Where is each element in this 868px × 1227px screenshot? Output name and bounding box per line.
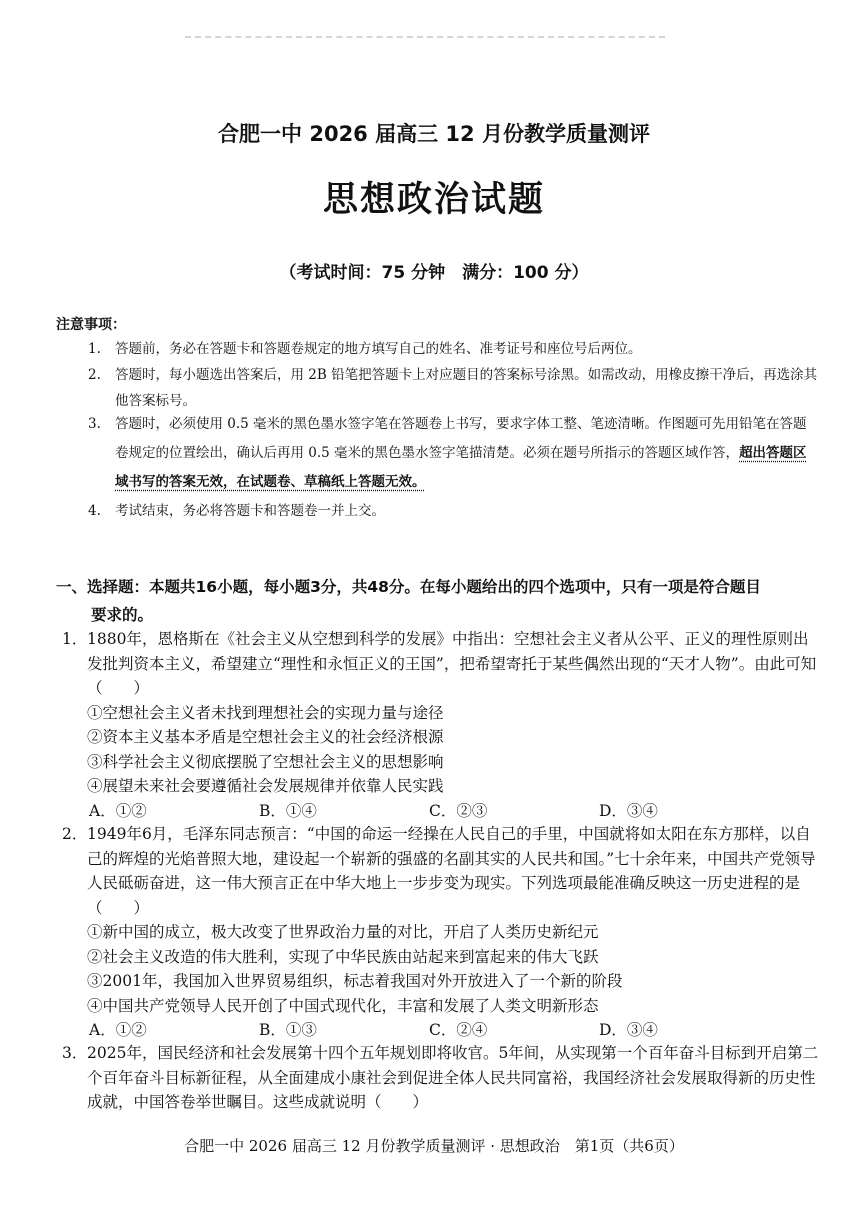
notice-num: 2. [88, 367, 101, 383]
question-2 [62, 822, 822, 1043]
notice-item-1 [88, 336, 818, 362]
statement-option: ①空想社会主义者未找到理想社会的实现力量与途径 [87, 703, 444, 722]
choice-b: B．①③ [259, 1021, 317, 1039]
statement-option: ③2001年，我国加入世界贸易组织，标志着我国对外开放进入了一个新的阶段 [87, 972, 623, 990]
question-number: 2． [62, 825, 88, 843]
notice-text: 答题时，每小题选出答案后，用 2B 铅笔把答题卡上对应题目的答案标号涂黑。如需改动，用橡皮擦干净后，再选涂其他答案标号。 [115, 367, 818, 409]
statement-option: ②资本主义基本矛盾是空想社会主义的社会经济根源 [87, 728, 444, 746]
page-footer: 合肥一中 2026 届高三 12 月份教学质量测评 · 思想政治 第1页（共6页） [184, 1137, 684, 1155]
section-heading [56, 573, 821, 629]
section-heading-line2: 要求的。 [91, 606, 154, 624]
scan-artifact-line [185, 36, 665, 44]
notice-emphasis: 超出答题区域书写的答案无效，在试题卷、草稿纸上答题无效。 [115, 445, 807, 490]
answer-choices [89, 1018, 822, 1043]
question-1 [62, 627, 822, 823]
choice-c: C．②④ [429, 1021, 488, 1039]
notice-num: 1. [88, 341, 101, 357]
question-stem: 1949年6月，毛泽东同志预言：“中国的命运一经操在人民自己的手里，中国就将如太阳在东方那样，以自己的辉煌的光焰普照大地，建设起一个崭新的强盛的名副其实的人民共和国。”七十余年来，中国共产党领导人民砥砺奋进，这一伟大预言正在中华大地上一步步变为现实。下列选项最能准确反映这一历史进程的是（ ） [87, 825, 816, 917]
question-stem: 2025年，国民经济和社会发展第十四个五年规划即将收官。5年间，从实现第一个百年奋斗目标到开启第二个百年奋斗目标新征程，从全面建成小康社会到促进全体人民共同富裕，我国经济社会发展取得新的历史性成就，中国答卷举世瞩目。这些成就说明（ ） [87, 1044, 819, 1111]
statement-option: ②社会主义改造的伟大胜利，实现了中华民族由站起来到富起来的伟大飞跃 [87, 947, 599, 966]
statement-option: ③科学社会主义彻底摆脱了空想社会主义的思想影响 [87, 752, 444, 771]
choice-d: D．③④ [599, 801, 658, 820]
question-number: 3． [62, 1044, 88, 1062]
notice-item-3 [88, 410, 818, 497]
notice-item-2 [88, 362, 818, 414]
section-heading-line1: 一、选择题：本题共16小题，每小题3分，共48分。在每小题给出的四个选项中，只有一项是符合题目 [56, 578, 761, 596]
choice-a: A．①② [89, 1021, 147, 1039]
choice-c: C．②③ [429, 801, 488, 820]
notice-text: 答题前，务必在答题卡和答题卷规定的地方填写自己的姓名、准考证号和座位号后两位。 [115, 341, 642, 357]
notice-num: 3. [88, 416, 101, 432]
choice-d: D．③④ [599, 1021, 658, 1039]
page-title: 思想政治试题 [322, 179, 545, 220]
question-number: 1． [62, 630, 88, 648]
notice-text: 考试结束，务必将答题卡和答题卷一并上交。 [115, 503, 385, 519]
question-3 [62, 1041, 822, 1115]
statement-option: ④展望未来社会要遵循社会发展规律并依靠人民实践 [87, 777, 444, 795]
notice-label: 注意事项： [56, 317, 126, 333]
exam-time-info: （考试时间：75 分钟 满分：100 分） [279, 263, 589, 283]
statement-option: ④中国共产党领导人民开创了中国式现代化，丰富和发展了人类文明新形态 [87, 996, 599, 1015]
notice-text: 答题时，必须使用 0.5 毫米的黑色墨水签字笔在答题卷上书写，要求字体工整、笔迹清晰。作图题可先用铅笔在答题卷规定的位置绘出，确认后再用 0.5 毫米的黑色墨水签字笔描清楚。必须在题号所指示的答题区域作答， [115, 416, 807, 461]
notice-num: 4. [88, 503, 101, 519]
exam-header: 合肥一中 2026 届高三 12 月份教学质量测评 [218, 122, 650, 146]
choice-a: A．①② [89, 801, 147, 820]
notice-item-4 [88, 498, 818, 524]
answer-choices [89, 799, 822, 824]
statement-option: ①新中国的成立，极大改变了世界政治力量的对比，开启了人类历史新纪元 [87, 923, 599, 941]
question-stem: 1880年，恩格斯在《社会主义从空想到科学的发展》中指出：空想社会主义者从公平、正义的理性原则出发批判资本主义，希望建立“理性和永恒正义的王国”，把希望寄托于某些偶然出现的“天才人物”。由此可知（ ） [87, 630, 817, 697]
choice-b: B．①④ [259, 801, 317, 820]
